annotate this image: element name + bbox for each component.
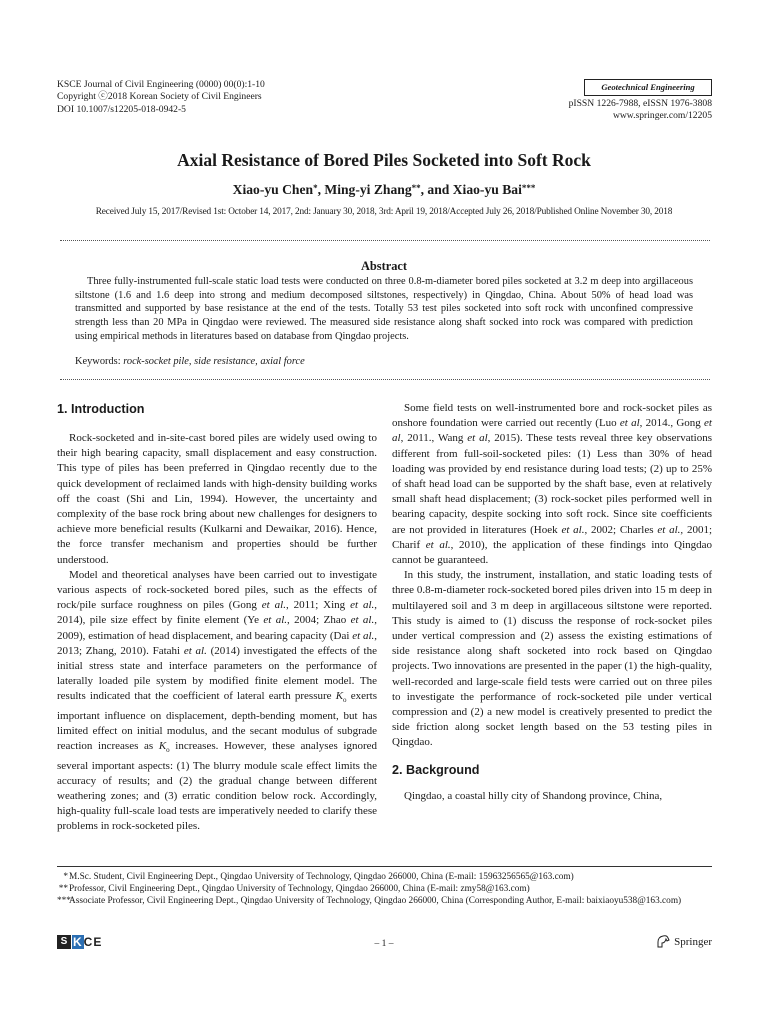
section-label-box: Geotechnical Engineering (584, 79, 712, 96)
keywords-list: rock-socket pile, side resistance, axial force (123, 356, 305, 367)
divider-bottom (60, 379, 710, 380)
abstract-heading: Abstract (360, 259, 408, 273)
received-dates: Received July 15, 2017/Revised 1st: October 14, 2017, 2nd: January 30, 2018, 3rd: April 19, 2018/Accepted July 26, 2018/Published Online November 30, 2018 (95, 207, 673, 217)
author-2-mark: ** (411, 183, 421, 193)
author-3: and Xiao-yu Bai (427, 182, 522, 197)
footnote-rule (57, 866, 712, 867)
author-2: Ming-yi Zhang (324, 182, 412, 197)
author-3-mark: *** (521, 183, 536, 193)
journal-url[interactable]: www.springer.com/12205 (612, 110, 712, 122)
background-heading: 2. Background (392, 762, 480, 777)
author-1-mark: * (313, 183, 318, 193)
background-paragraph-1: Qingdao, a coastal hilly city of Shandong province, China, (404, 789, 663, 802)
journal-header-right (569, 79, 712, 123)
footnote-2 (57, 883, 712, 895)
footnote-1 (57, 871, 712, 883)
footnote-3 (57, 895, 712, 907)
journal-citation: KSCE Journal of Civil Engineering (0000) 00(0):1-10 (57, 79, 265, 90)
footnote-2-mark: ** (58, 884, 68, 895)
issn-line: pISSN 1226-7988, eISSN 1976-3808 (568, 98, 712, 109)
footnote-1-mark: * (63, 872, 68, 882)
springer-horse-icon (656, 935, 670, 948)
footnotes (57, 871, 712, 908)
springer-logo (656, 935, 712, 948)
footnote-3-mark: *** (57, 896, 71, 907)
author-list: Xiao-yu Chen*, Ming-yi Zhang**, and Xiao-yu Bai*** (232, 182, 536, 197)
divider-top (60, 240, 710, 241)
copyright-line: Copyright ⓒ2018 Korean Society of Civil Engineers (57, 91, 262, 103)
introduction-heading: 1. Introduction (57, 402, 145, 416)
footnote-3-text: Associate Professor, Civil Engineering Dept., Qingdao University of Technology, Qingdao 266000, China (Corresponding Author, E-mail: baixiaoyu538@163.com) (69, 896, 682, 907)
ksce-logo-mark: S (57, 935, 71, 949)
journal-header-left (57, 79, 265, 116)
intro-paragraph-2: Model and theoretical analyses have been carried out to investigate various aspects of rock-socketed bored piles, such as the effects of rock/pile surface roughness on piles (Gong et al., 2011; Xing et al., 2014), pile size effect by finite element (Ye et al., 2004; Zhao et al., 2009), estimation of head displacement, and bearing capacity (Dai et al., 2013; Zhang, 2010). Fatahi et al. (2014) investigated the effects of the initial stress state and interface parameters on the performance of laterally loaded pile system by modified finite element model. The results indicated that the coefficient of lateral earth pressure $K_o$ exerts important influence on displacement, depth-bending moment, but has limited effect on initial modulus, and the secant modulus of subgrade reaction increases as $K_o$ increases. However, these analyses ignored several important aspects: (1) The blurry module scale effect limits the accuracy of results; and (2) the gradual change between different weathering zones; and (3) erratic condition below rock. Accordingly, high-quality full-scale load tests are imperatively needed to clarify these problems in rock-socketed piles. (57, 568, 377, 833)
footnote-1-text: M.Sc. Student, Civil Engineering Dept., Qingdao University of Technology, Qingdao 266000, China (E-mail: 15963256565@163.com) (69, 872, 574, 882)
page-number: – 1 – (374, 939, 394, 949)
keywords-line (75, 355, 693, 369)
intro-paragraph-1: Rock-socketed and in-site-cast bored piles are widely used owing to their high bearing capacity, small displacement and easy construction. This type of piles has been preferred in Qingdao recently due to the quick development of reclaimed lands with high-density building works off the coast (Shi and Lin, 1994). However, the uncertainty and complexity of the base rock bring about new challenges for designers to achieve more beneficial results (Kulkarni and Dewaikar, 2016). Hence, the force transfer mechanism and properties should be further understood. (57, 432, 377, 566)
springer-wordmark: Springer (674, 935, 712, 948)
intro-paragraph-4: In this study, the instrument, installation, and static loading tests of three 0.8-m-diameter rock-socketed bored piles driven into 15 m deep in multilayered soil and 3 m deep in argillaceous siltstone were reported. This study is aimed to (1) discuss the response of rock-socket piles under vertical compression and (2) assess the existing estimations of side resistance along shaft socketed into rock based on Qingdao projects. Two innovations are presented in the paper (1) the high-quality, well-recorded and large-scale field tests were carried out on three piles to investigate the performance of rock-socketed pile under vertical compression and (2) a new model is creatively presented to predict the side friction along socket length based on the 53 testing piles in Qingdao. (392, 569, 712, 749)
right-column (392, 401, 712, 804)
doi-line: DOI 10.1007/s12205-018-0942-5 (57, 103, 186, 115)
paper-title: Axial Resistance of Bored Piles Socketed into Soft Rock (177, 150, 591, 170)
footnote-2-text: Professor, Civil Engineering Dept., Qingdao University of Technology, Qingdao 266000, China (E-mail: zmy58@163.com) (69, 884, 530, 895)
left-column (57, 401, 377, 835)
intro-paragraph-3: Some field tests on well-instrumented bore and rock-socket piles as onshore foundation were carried out recently (Luo et al, 2014., Gong et al, 2011., Wang et al, 2015). These tests reveal three key observations different from full-soil-socketed piles: (1) Less than 30% of head loading was provided by end resistance during load tests; (2) up to 25% of shaft head load can be supported by the shaft base, even at relatively small shaft head displacement; (3) rock-socket piles performed well in bearing capacity, despite socking into soft rock. Since site coefficients are not provided in literatures (Hoek et al., 2002; Charles et al., 2001; Charif et al., 2010), the application of these findings into Qingdao cannot be guaranteed. (392, 402, 713, 567)
author-1: Xiao-yu Chen (232, 182, 314, 197)
keywords-label: Keywords: (75, 356, 121, 367)
ksce-logo-text: KCE (73, 935, 103, 949)
abstract-text: Three fully-instrumented full-scale static load tests were conducted on three 0.8-m-diameter bored piles socketed at 3.2 m deep into argillaceous siltstone (1.6 and 1.6 deep into strong and medium decomposed siltstones, respectively) in Qingdao, China. About 50% of head load was transmitted and supported by base resistance at the end of the tests. Totally 53 test piles socketed into soft rock with unconfined compressive strength less than 20 MPa in Qingdao were reviewed. The measured side resistance along shaft socked into rock was compared with prediction using empirical methods in literatures based on database from Qingdao projects. (75, 276, 693, 342)
